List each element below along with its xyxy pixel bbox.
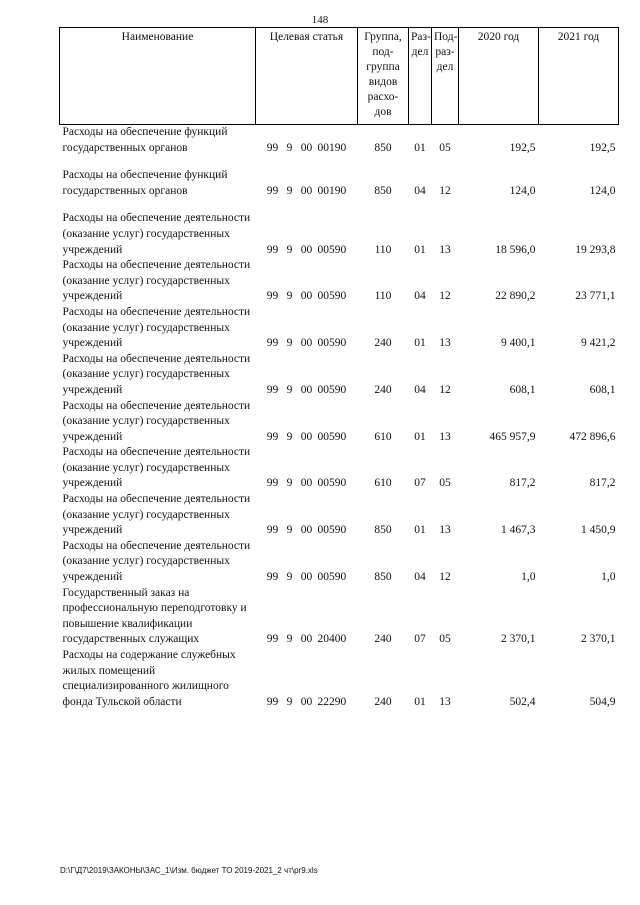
row-subsection: 13 bbox=[439, 524, 451, 537]
target-article-program: 99 bbox=[266, 430, 279, 443]
target-article-program: 99 bbox=[266, 383, 279, 396]
row-target-article bbox=[256, 305, 358, 352]
header-year-2021: 2021 год bbox=[539, 28, 619, 125]
target-article-program: 99 bbox=[266, 571, 279, 584]
target-article-program: 99 bbox=[266, 477, 279, 490]
table-row bbox=[60, 586, 619, 648]
row-section: 01 bbox=[414, 430, 426, 443]
row-name: Расходы на обеспечение деятельности (оказание услуг) государственных учреждений bbox=[62, 259, 251, 303]
target-article-subprogram: 9 bbox=[286, 290, 293, 303]
target-article-direction: 00590 bbox=[317, 337, 347, 350]
row-name: Расходы на обеспечение деятельности (оказание услуг) государственных учреждений bbox=[62, 399, 251, 443]
row-amount-2021: 124,0 bbox=[589, 184, 616, 197]
target-article-event: 00 bbox=[300, 184, 313, 197]
target-article-direction: 20400 bbox=[317, 633, 347, 646]
target-article-event: 00 bbox=[300, 695, 313, 708]
row-expense-group: 850 bbox=[374, 524, 392, 537]
row-section: 01 bbox=[414, 337, 426, 350]
row-amount-2020: 9 400,1 bbox=[501, 337, 536, 350]
header-year-2020: 2020 год bbox=[459, 28, 539, 125]
row-expense-group: 850 bbox=[374, 184, 392, 197]
row-expense-group: 240 bbox=[374, 633, 392, 646]
table-body bbox=[60, 125, 619, 711]
row-amount-2020: 22 890,2 bbox=[495, 290, 536, 303]
row-target-article bbox=[256, 399, 358, 446]
target-article-direction: 00590 bbox=[317, 383, 347, 396]
row-name: Расходы на обеспечение деятельности (оказание услуг) государственных учреждений bbox=[62, 352, 251, 396]
row-amount-2020: 465 957,9 bbox=[489, 430, 536, 443]
target-article-direction: 00590 bbox=[317, 477, 347, 490]
row-amount-2021: 817,2 bbox=[589, 477, 616, 490]
row-amount-2021: 1,0 bbox=[601, 571, 616, 584]
row-expense-group: 110 bbox=[374, 290, 392, 303]
target-article-direction: 00590 bbox=[317, 430, 347, 443]
target-article-subprogram: 9 bbox=[286, 141, 293, 154]
row-amount-2020: 1 467,3 bbox=[501, 524, 536, 537]
row-amount-2021: 608,1 bbox=[589, 383, 616, 396]
row-section: 01 bbox=[414, 141, 426, 154]
row-expense-group: 610 bbox=[374, 430, 392, 443]
target-article-program: 99 bbox=[266, 337, 279, 350]
row-amount-2021: 504,9 bbox=[589, 695, 616, 708]
row-section: 01 bbox=[414, 243, 426, 256]
row-name: Расходы на обеспечение деятельности (оказание услуг) государственных учреждений bbox=[62, 539, 251, 584]
target-article-direction: 00590 bbox=[317, 571, 347, 584]
target-article-subprogram: 9 bbox=[286, 695, 293, 708]
row-subsection: 05 bbox=[439, 477, 451, 490]
row-name: Расходы на обеспечение деятельности (оказание услуг) государственных учреждений bbox=[62, 446, 251, 490]
row-target-article bbox=[256, 352, 358, 399]
row-amount-2021: 9 421,2 bbox=[581, 337, 616, 350]
table-row bbox=[60, 648, 619, 710]
target-article-event: 00 bbox=[300, 571, 313, 584]
table-row bbox=[60, 492, 619, 539]
header-section: Раз-дел bbox=[409, 28, 432, 125]
row-target-article bbox=[256, 648, 358, 710]
table-row bbox=[60, 399, 619, 446]
table-row bbox=[60, 211, 619, 258]
row-target-article bbox=[256, 125, 358, 157]
target-article-program: 99 bbox=[266, 141, 279, 154]
target-article-event: 00 bbox=[300, 633, 313, 646]
table-row bbox=[60, 352, 619, 399]
row-subsection: 05 bbox=[439, 633, 451, 646]
row-name: Расходы на обеспечение деятельности (оказание услуг) государственных учреждений bbox=[62, 212, 251, 256]
target-article-event: 00 bbox=[300, 290, 313, 303]
row-section: 04 bbox=[414, 184, 426, 197]
target-article-program: 99 bbox=[266, 184, 279, 197]
row-section: 01 bbox=[414, 695, 426, 708]
target-article-subprogram: 9 bbox=[286, 571, 293, 584]
target-article-subprogram: 9 bbox=[286, 633, 293, 646]
table-row bbox=[60, 125, 619, 157]
row-amount-2020: 817,2 bbox=[509, 477, 536, 490]
row-target-article bbox=[256, 211, 358, 258]
target-article-direction: 22290 bbox=[317, 695, 347, 708]
row-section: 07 bbox=[414, 633, 426, 646]
row-target-article bbox=[256, 586, 358, 648]
target-article-direction: 00590 bbox=[317, 290, 347, 303]
target-article-direction: 00590 bbox=[317, 524, 347, 537]
table-row bbox=[60, 168, 619, 199]
row-amount-2020: 192,5 bbox=[509, 141, 536, 154]
row-section: 04 bbox=[414, 290, 426, 303]
row-name: Расходы на обеспечение функций государственных органов bbox=[62, 169, 228, 197]
target-article-program: 99 bbox=[266, 633, 279, 646]
row-amount-2021: 192,5 bbox=[589, 141, 616, 154]
table-row bbox=[60, 258, 619, 305]
row-subsection: 12 bbox=[439, 290, 451, 303]
row-section: 01 bbox=[414, 524, 426, 537]
row-name: Расходы на обеспечение деятельности (оказание услуг) государственных учреждений bbox=[62, 493, 251, 537]
row-amount-2020: 124,0 bbox=[509, 184, 536, 197]
row-amount-2020: 2 370,1 bbox=[501, 633, 536, 646]
target-article-event: 00 bbox=[300, 524, 313, 537]
target-article-subprogram: 9 bbox=[286, 524, 293, 537]
row-amount-2021: 23 771,1 bbox=[575, 290, 616, 303]
row-name: Расходы на обеспечение функций государственных органов bbox=[62, 126, 228, 154]
spacer-row bbox=[60, 199, 619, 211]
row-expense-group: 610 bbox=[374, 477, 392, 490]
row-amount-2020: 502,4 bbox=[509, 695, 536, 708]
page-number: 148 bbox=[311, 14, 329, 26]
row-target-article bbox=[256, 258, 358, 305]
target-article-event: 00 bbox=[300, 477, 313, 490]
target-article-event: 00 bbox=[300, 430, 313, 443]
row-amount-2020: 608,1 bbox=[509, 383, 536, 396]
target-article-subprogram: 9 bbox=[286, 184, 293, 197]
row-subsection: 12 bbox=[439, 383, 451, 396]
target-article-subprogram: 9 bbox=[286, 430, 293, 443]
target-article-subprogram: 9 bbox=[286, 383, 293, 396]
target-article-program: 99 bbox=[266, 695, 279, 708]
target-article-subprogram: 9 bbox=[286, 477, 293, 490]
target-article-direction: 00190 bbox=[317, 184, 347, 197]
target-article-subprogram: 9 bbox=[286, 337, 293, 350]
row-name: Государственный заказ на профессиональную переподготовку и повышение квалификации государственных служащих bbox=[62, 586, 247, 646]
row-subsection: 13 bbox=[439, 337, 451, 350]
row-subsection: 13 bbox=[439, 430, 451, 443]
spacer-row bbox=[60, 156, 619, 168]
row-subsection: 13 bbox=[439, 243, 451, 256]
row-section: 04 bbox=[414, 571, 426, 584]
target-article-program: 99 bbox=[266, 524, 279, 537]
row-subsection: 05 bbox=[439, 141, 451, 154]
table-row bbox=[60, 305, 619, 352]
row-amount-2020: 1,0 bbox=[521, 571, 536, 584]
row-amount-2021: 1 450,9 bbox=[581, 524, 616, 537]
row-subsection: 13 bbox=[439, 695, 451, 708]
row-expense-group: 850 bbox=[374, 141, 392, 154]
header-expense-group: Группа, под-группа видов расхо-дов bbox=[358, 28, 409, 125]
row-subsection: 12 bbox=[439, 184, 451, 197]
row-amount-2021: 472 896,6 bbox=[569, 430, 616, 443]
row-expense-group: 240 bbox=[374, 383, 392, 396]
row-target-article bbox=[256, 445, 358, 492]
row-expense-group: 240 bbox=[374, 695, 392, 708]
row-target-article bbox=[256, 168, 358, 199]
target-article-event: 00 bbox=[300, 383, 313, 396]
table-header bbox=[60, 28, 619, 125]
row-amount-2021: 2 370,1 bbox=[581, 633, 616, 646]
row-name: Расходы на обеспечение деятельности (оказание услуг) государственных учреждений bbox=[62, 305, 251, 350]
header-target-article: Целевая статья bbox=[256, 28, 358, 125]
row-section: 04 bbox=[414, 383, 426, 396]
target-article-program: 99 bbox=[266, 243, 279, 256]
header-name: Наименование bbox=[60, 28, 256, 125]
row-name: Расходы на содержание служебных жилых помещений специализированного жилищного фонда Тульской области bbox=[62, 649, 236, 708]
row-expense-group: 850 bbox=[374, 571, 392, 584]
row-section: 07 bbox=[414, 477, 426, 490]
target-article-direction: 00190 bbox=[317, 141, 347, 154]
row-target-article bbox=[256, 539, 358, 586]
table-row bbox=[60, 539, 619, 586]
row-expense-group: 110 bbox=[374, 243, 392, 256]
row-target-article bbox=[256, 492, 358, 539]
target-article-direction: 00590 bbox=[317, 243, 347, 256]
row-expense-group: 240 bbox=[374, 337, 392, 350]
budget-table bbox=[59, 27, 619, 710]
target-article-event: 00 bbox=[300, 337, 313, 350]
file-path-footer: D:\Г\Д7\2019\ЗАКОНЫ\ЗАС_1\Изм. бюджет ТО 2019-2021_2 чт\pr9.xls bbox=[60, 866, 318, 875]
target-article-event: 00 bbox=[300, 141, 313, 154]
target-article-program: 99 bbox=[266, 290, 279, 303]
target-article-subprogram: 9 bbox=[286, 243, 293, 256]
row-subsection: 12 bbox=[439, 571, 451, 584]
row-amount-2021: 19 293,8 bbox=[575, 243, 616, 256]
row-amount-2020: 18 596,0 bbox=[495, 243, 536, 256]
target-article-event: 00 bbox=[300, 243, 313, 256]
header-subsection: Под-раз-дел bbox=[432, 28, 459, 125]
table-row bbox=[60, 445, 619, 492]
